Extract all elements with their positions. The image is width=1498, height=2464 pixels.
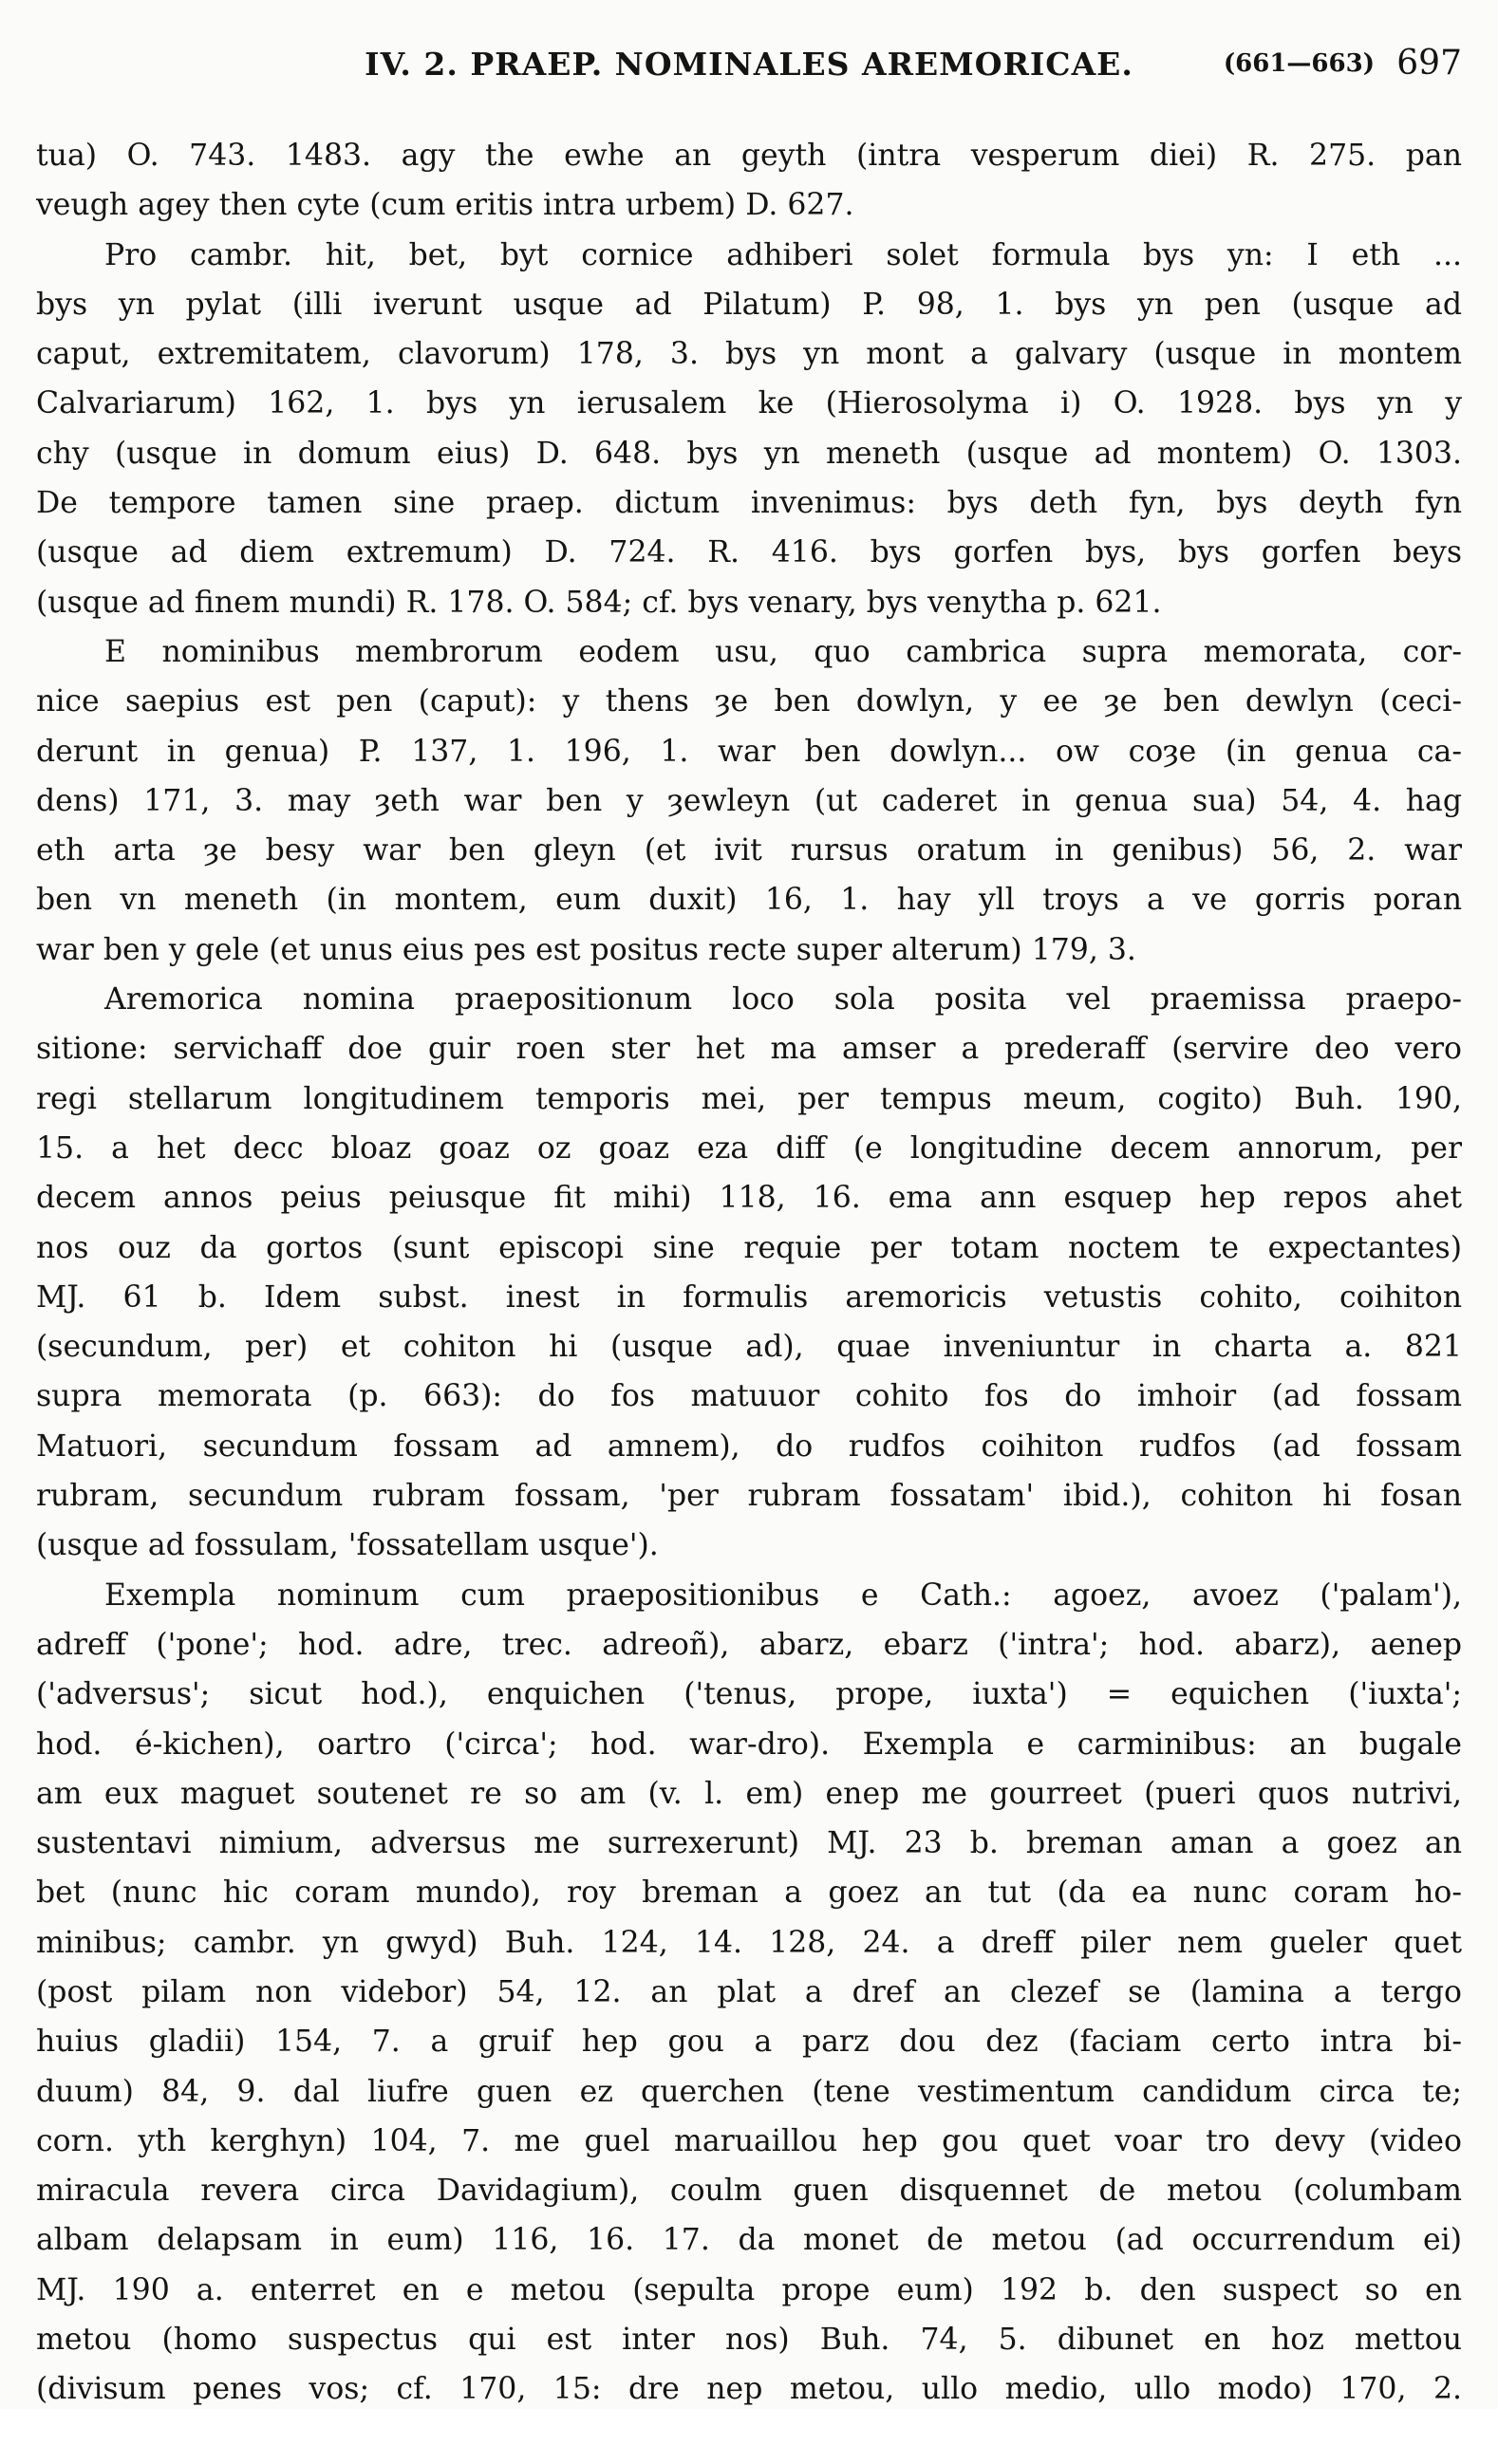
text-line: miracula revera circa Davidagium), coulm guen disquennet de metou (columbam [36, 2174, 1462, 2209]
text-line: minibus; cambr. yn gwyd) Buh. 124, 14. 128, 24. a dreff piler nem gueler quet [36, 1925, 1462, 1960]
text-line: corn. yth kerghyn) 104, 7. me guel maruaillou hep gou quet voar tro devy (video [36, 2123, 1462, 2158]
page-body [36, 131, 1462, 2464]
text-line: (usque ad finem mundi) R. 178. O. 584; cf. bys venary, bys venytha p. 621. [36, 585, 1162, 620]
text-line: De tempore tamen sine praep. dictum invenimus: bys deth fyn, bys deyth fyn [36, 486, 1462, 521]
text-line: E nominibus membrorum eodem usu, quo cambrica supra memorata, cor- [104, 634, 1462, 669]
text-line: Aremorica nomina praepositionum loco sola posita vel praemissa praepo- [104, 982, 1462, 1017]
text-line: (divisum penes vos; cf. 170, 15: dre nep metou, ullo medio, ullo modo) 170, 2. [36, 2372, 1462, 2407]
text-line: war ben y gele (et unus eius pes est positus recte super alterum) 179, 3. [36, 932, 1136, 967]
text-line: bys yn pylat (illi iverunt usque ad Pilatum) P. 98, 1. bys yn pen (usque ad [36, 287, 1462, 322]
text-line: sitione: servichaff doe guir roen ster het ma amser a prederaff (servire deo vero [36, 1032, 1462, 1067]
header-section-range: (661—663) [1223, 49, 1375, 78]
text-line: metou (homo suspectus qui est inter nos) Buh. 74, 5. dibunet en hoz mettou [36, 2323, 1462, 2358]
running-header [36, 42, 1462, 87]
text-line: decem annos peius peiusque fit mihi) 118, 16. ema ann esquep hep repos ahet [36, 1181, 1462, 1216]
text-line: nice saepius est pen (caput): y thens ȝe ben dowlyn, y ee ȝe ben dewlyn (ceci- [36, 684, 1462, 719]
text-line: (usque ad fossulam, 'fossatellam usque'). [36, 1528, 659, 1563]
text-line: (secundum, per) et cohiton hi (usque ad), quae inveniuntur in charta a. 821 [36, 1330, 1462, 1365]
text-line: ben vn meneth (in montem, eum duxit) 16, 1. hay yll troys a ve gorris poran [36, 883, 1462, 918]
text-line: bet (nunc hic coram mundo), roy breman a goez an tut (da ea nunc coram ho- [36, 1876, 1462, 1911]
text-line: veugh agey then cyte (cum eritis intra urbem) D. 627. [36, 188, 854, 223]
text-line: chy (usque in domum eius) D. 648. bys yn meneth (usque ad montem) O. 1303. [36, 436, 1462, 471]
text-line: 15. a het decc bloaz goaz oz goaz eza diff (e longitudine decem annorum, per [36, 1130, 1462, 1166]
text-line: caput, extremitatem, clavorum) 178, 3. bys yn mont a galvary (usque in montem [36, 337, 1462, 372]
text-line: MJ. 61 b. Idem subst. inest in formulis aremoricis vetustis cohito, coihiton [36, 1279, 1462, 1315]
text-line: Exempla nominum cum praepositionibus e Cath.: agoez, avoez ('palam'), [104, 1577, 1462, 1613]
text-line: rubram, secundum rubram fossam, 'per rubram fossatam' ibid.), cohiton hi fosan [36, 1479, 1462, 1514]
text-line: tua) O. 743. 1483. agy the ewhe an geyth (intra vesperum diei) R. 275. pan [36, 139, 1462, 173]
text-line: nos ouz da gortos (sunt episcopi sine requie per totam noctem te expectantes) [36, 1230, 1462, 1265]
text-line [36, 2415, 1462, 2464]
text-line: regi stellarum longitudinem temporis mei, per tempus meum, cogito) Buh. 190, [36, 1081, 1462, 1116]
text-line: hod. é-kichen), oartro ('circa'; hod. war-dro). Exempla e carminibus: an bugale [36, 1727, 1462, 1762]
text-line: sustentavi nimium, adversus me surrexerunt) MJ. 23 b. breman aman a goez an [36, 1826, 1462, 1861]
text-line: ('adversus'; sicut hod.), enquichen ('tenus, prope, iuxta') = equichen ('iuxta'; [36, 1677, 1462, 1712]
page-number: 697 [1396, 44, 1462, 83]
text-line: derunt in genua) P. 137, 1. 196, 1. war ben dowlyn... ow coȝe (in genua ca- [36, 734, 1462, 769]
text-line: supra memorata (p. 663): do fos matuuor cohito fos do imhoir (ad fossam [36, 1379, 1462, 1414]
text-line: eth arta ȝe besy war ben gleyn (et ivit rursus oratum in genibus) 56, 2. war [36, 833, 1462, 868]
text-line: albam delapsam in eum) 116, 16. 17. da monet de metou (ad occurrendum ei) [36, 2223, 1462, 2258]
text-line: dens) 171, 3. may ȝeth war ben y ȝewleyn (ut caderet in genua sua) 54, 4. hag [36, 783, 1462, 818]
text-line: am eux maguet soutenet re so am (v. l. em) enep me gourreet (pueri quos nutrivi, [36, 1776, 1462, 1811]
text-line: Pro cambr. hit, bet, byt cornice adhiberi solet formula bys yn: I eth ... [104, 237, 1462, 272]
text-line: duum) 84, 9. dal liufre guen ez querchen (tene vestimentum candidum circa te; [36, 2074, 1462, 2109]
text-line: (post pilam non videbor) 54, 12. an plat a dref an clezef se (lamina a tergo [36, 1974, 1462, 2009]
text-line: Calvariarum) 162, 1. bys yn ierusalem ke (Hierosolyma i) O. 1928. bys yn y [36, 386, 1462, 421]
text-line: (usque ad diem extremum) D. 724. R. 416. bys gorfen bys, bys gorfen beys [36, 535, 1462, 570]
text-line: adreff ('pone'; hod. adre, trec. adreoñ), abarz, ebarz ('intra'; hod. abarz), aenep [36, 1627, 1462, 1662]
text-line: Matuori, secundum fossam ad amnem), do rudfos coihiton rudfos (ad fossam [36, 1428, 1462, 1464]
text-line: MJ. 190 a. enterret en e metou (sepulta prope eum) 192 b. den suspect so en [36, 2272, 1462, 2307]
text-line: huius gladii) 154, 7. a gruif hep gou a parz dou dez (faciam certo intra bi- [36, 2025, 1462, 2060]
header-title: IV. 2. PRAEP. NOMINALES AREMORICAE. [365, 46, 1133, 83]
